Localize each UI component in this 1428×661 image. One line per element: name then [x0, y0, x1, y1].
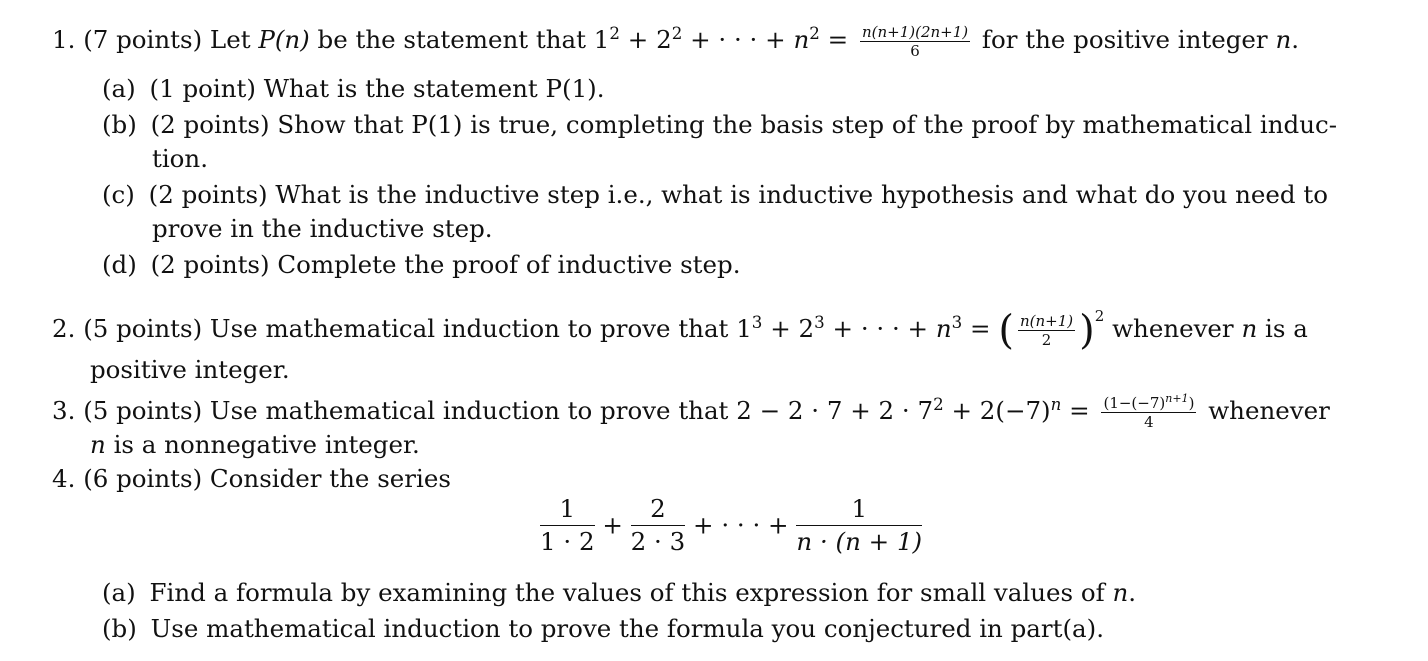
problem-4b: (b) Use mathematical induction to prove the formula you conjectured in part(a).	[102, 614, 1104, 643]
problem-4a: (a) Find a formula by examining the values of this expression for small values of n.	[102, 578, 1137, 607]
problem-1b-cont: tion.	[152, 144, 208, 173]
cube-sum-fraction: $\frac{n(n+1)}{2}$	[1019, 312, 1074, 349]
problem-3-statement: 3. (5 points) Use mathematical induction to prove that $2 - 2 \cdot 7 + 2 \cdot 7^2 + 2(-7)^n$ = $\frac{(1-(-7)^{n+1})}{4}$ whenever	[52, 391, 1330, 431]
problem-number: 1.	[52, 25, 76, 54]
problem-number: 4.	[52, 464, 76, 493]
problem-1c-cont: prove in the inductive step.	[152, 214, 493, 243]
part-label: (d)	[102, 250, 137, 279]
series-term-2: $\frac{2}{2 \cdot 3}$	[630, 494, 686, 556]
geometric-sum-fraction: $\frac{(1-(-7)^{n+1})}{4}$	[1103, 391, 1195, 431]
problem-4-statement: 4. (6 points) Consider the series	[52, 464, 451, 493]
series-term-1: $\frac{1}{1 \cdot 2}$	[540, 494, 595, 556]
problem-1c: (c) (2 points) What is the inductive step i.e., what is inductive hypothesis and what do you need to	[102, 180, 1328, 209]
sum-formula-fraction: $\frac{n(n+1)(2n+1)}{6}$	[861, 23, 969, 60]
problem-number: 3.	[52, 396, 76, 425]
problem-1-statement: 1. (7 points) Let P(n) be the statement that $1^2 + 2^2$ + · · · + $n^2$ = $\frac{n(n+1)(2n+1)}{6}$ for the positive integer n.	[52, 23, 1300, 60]
part-label: (c)	[102, 180, 135, 209]
series-term-n: $\frac{1}{n \cdot (n + 1)}$	[796, 494, 923, 556]
part-label: (a)	[102, 578, 136, 607]
problem-3-cont: n is a nonnegative integer.	[90, 430, 420, 459]
problem-2-statement: 2. (5 points) Use mathematical induction to prove that $1^3 + 2^3$ + · · · + $n^3$ = ( $\frac{n(n+1)}{2}$ )$^2$ whenever n is a	[52, 307, 1308, 354]
series-expression: $\frac{1}{1 \cdot 2}$ + $\frac{2}{2 \cdot 3}$ + · · · + $\frac{1}{n \cdot (n + 1)}$	[540, 494, 923, 556]
part-label: (b)	[102, 614, 137, 643]
problem-2-cont: positive integer.	[90, 355, 290, 384]
part-label: (b)	[102, 110, 137, 139]
problem-1a: (a) (1 point) What is the statement P(1).	[102, 74, 605, 103]
problem-1d: (d) (2 points) Complete the proof of inductive step.	[102, 250, 741, 279]
problem-1b: (b) (2 points) Show that P(1) is true, completing the basis step of the proof by mathematical induc-	[102, 110, 1337, 139]
part-label: (a)	[102, 74, 136, 103]
problem-number: 2.	[52, 314, 76, 343]
